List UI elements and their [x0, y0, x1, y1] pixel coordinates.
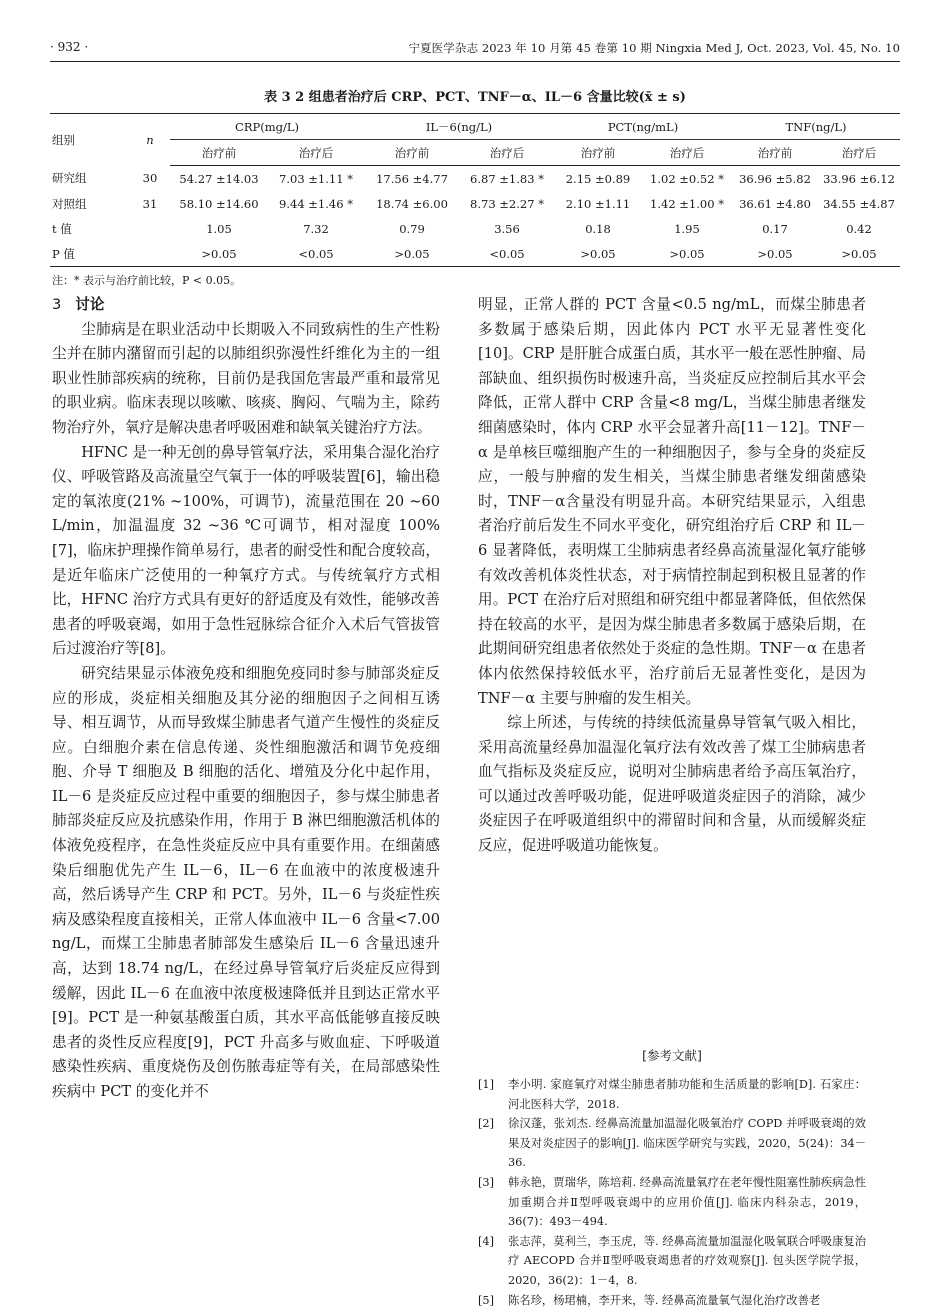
- cell: 8.73 ±2.27 *: [470, 196, 544, 211]
- table-row: [50, 191, 900, 216]
- right-column: [478, 293, 866, 859]
- n-header: n: [130, 114, 170, 166]
- reference-item: [478, 1075, 866, 1114]
- paragraph: 尘肺病是在职业活动中长期吸入不同致病性的生产性粉尘并在肺内潴留而引起的以肺组织弥漫性纤维化为主的一组职业性肺部疾病的统称，目前仍是我国危害最严重和最常见的职业病。临床表现以咳嗽、咳痰、胸闷、气喘为主，除药物治疗外，氧疗是解决患者呼吸困难和缺氧关键治疗方法。: [52, 320, 440, 436]
- cell: 34.55 ±4.87: [823, 196, 895, 211]
- cell: 7.03 ±1.11 *: [279, 171, 353, 186]
- cell: 0.79: [399, 221, 425, 236]
- section-title: 讨论: [75, 296, 105, 313]
- after-header: 治疗后: [460, 140, 554, 166]
- cell: 1.05: [206, 221, 232, 236]
- cell: 58.10 ±14.60: [179, 196, 259, 211]
- cell: 0.42: [846, 221, 872, 236]
- before-header: 治疗前: [732, 140, 818, 166]
- measure-header: CRP(mg/L): [170, 114, 364, 140]
- cell: >0.05: [642, 241, 732, 267]
- cell: 9.44 ±1.46 *: [279, 196, 353, 211]
- table-row: [50, 216, 900, 241]
- reference-index: [2]: [478, 1117, 495, 1131]
- reference-index: [4]: [478, 1234, 495, 1248]
- cell: >0.05: [170, 241, 268, 267]
- reference-text: 张志萍，莫利兰，李玉虎，等. 经鼻高流量加温湿化吸氧联合呼吸康复治疗 AECOPD 合并Ⅱ型呼吸衰竭患者的疗效观察[J]. 包头医学院学报，2020，36(2)：1－4，8.: [508, 1234, 866, 1287]
- cell: <0.05: [268, 241, 364, 267]
- section-number: 3: [52, 296, 62, 313]
- reference-text: 徐汉蓬，张刘杰. 经鼻高流量加温湿化吸氧治疗 COPD 并呼吸衰竭的效果及对炎症因子的影响[J]. 临床医学研究与实践，2020，5(24)：34－36.: [508, 1117, 866, 1170]
- before-header: 治疗前: [364, 140, 460, 166]
- table-note: 注：* 表示与治疗前比较，P < 0.05。: [52, 274, 242, 287]
- cell: 1.42 ±1.00 *: [650, 196, 724, 211]
- header-rule: [50, 61, 900, 62]
- cell: 36.96 ±5.82: [739, 171, 811, 186]
- reference-text: 陈名珍，杨珺楠，李开来，等. 经鼻高流量氧气湿化治疗改善老: [508, 1293, 821, 1307]
- paragraph: 研究结果显示体液免疫和细胞免疫同时参与肺部炎症反应的形成，炎症相关细胞及其分泌的细胞因子之间相互诱导、相互调节，从而导致煤尘肺患者气道产生慢性的炎症反应。白细胞介素在信息传递、炎性细胞激活和调节免疫细胞、介导 T 细胞及 B 细胞的活化、增殖及分化中起作用，IL－6 是炎症反应过程中重要的细胞因子，参与煤尘肺患者肺部炎症反应及抗感染作用，作用于 B 淋巴细胞激活机体的体液免疫程序，在急性炎症反应中具有重要作用。在细菌感染后细胞优先产生 IL－6，IL－6 在血液中的浓度极速升高，然后诱导产生 CRP 和 PCT。另外，IL－6 与炎症性疾病及感染程度直接相关，正常人体血液中 IL－6 含量<7.00 ng/L，而煤工尘肺患者肺部发生感染后 IL－6 含量迅速升高，达到 18.74 ng/L，在经过鼻导管氧疗后炎症反应得到缓解，因此 IL－6 在血液中浓度极速降低并且到达正常水平[9]。PCT 是一种氨基酸蛋白质，其水平高低能够直接反映患者的炎性反应程度[9]，PCT 升高多与败血症、下呼吸道感染性疾病、重度烧伤及创伤脓毒症等有关，在局部感染性疾病中 PCT 的变化并不: [52, 664, 440, 1100]
- paragraph: 综上所述，与传统的持续低流量鼻导管氧气吸入相比，采用高流量经鼻加温湿化氧疗法有效改善了煤工尘肺病患者血气指标及炎症反应，说明对尘肺病患者给予高压氧治疗，可以通过改善呼吸功能，促进呼吸道炎症因子的消除，减少炎症因子在呼吸道组织中的滞留时间和含量，从而缓解炎症反应，促进呼吸道功能恢复。: [478, 714, 866, 855]
- page-number: · 932 ·: [50, 40, 89, 54]
- cell: >0.05: [818, 241, 900, 267]
- row-label: 对照组: [52, 196, 87, 211]
- row-label: t 值: [52, 221, 72, 236]
- reference-index: [1]: [478, 1078, 495, 1091]
- after-header: 治疗后: [642, 140, 732, 166]
- reference-index: [3]: [478, 1175, 495, 1189]
- row-label: P 值: [50, 241, 130, 267]
- group-header: 组别: [50, 114, 130, 166]
- reference-item: [478, 1291, 866, 1311]
- after-header: 治疗后: [818, 140, 900, 166]
- cell: 36.61 ±4.80: [739, 196, 811, 211]
- measure-header: IL－6(ng/L): [364, 114, 554, 140]
- measure-header: PCT(ng/mL): [554, 114, 732, 140]
- cell: [130, 241, 170, 267]
- cell: >0.05: [732, 241, 818, 267]
- reference-item: [478, 1114, 866, 1173]
- measure-header: TNF(ng/L): [732, 114, 900, 140]
- cell: 31: [142, 196, 158, 211]
- cell: >0.05: [554, 241, 642, 267]
- cell: 33.96 ±6.12: [823, 171, 895, 186]
- results-table: [50, 113, 900, 267]
- after-header: 治疗后: [268, 140, 364, 166]
- cell: >0.05: [364, 241, 460, 267]
- cell: 30: [142, 171, 158, 186]
- section-heading: [52, 293, 440, 318]
- reference-index: [5]: [478, 1293, 495, 1307]
- cell: 1.02 ±0.52 *: [650, 171, 724, 186]
- table-row: [50, 166, 900, 192]
- cell: 2.10 ±1.11: [565, 196, 631, 211]
- references-title: [参考文献]: [642, 1048, 702, 1063]
- references-list: [478, 1075, 866, 1310]
- before-header: 治疗前: [554, 140, 642, 166]
- cell: 3.56: [494, 221, 520, 236]
- left-column: [52, 293, 440, 1105]
- cell: 18.74 ±6.00: [376, 196, 448, 211]
- cell: 0.17: [762, 221, 788, 236]
- cell: 0.18: [585, 221, 611, 236]
- row-label: 研究组: [52, 171, 87, 186]
- table-caption: 表 3 2 组患者治疗后 CRP、PCT、TNF－α、IL－6 含量比较(x̄ ± s): [264, 90, 686, 105]
- table-row: [50, 241, 900, 267]
- reference-item: [478, 1232, 866, 1291]
- paragraph: 明显，正常人群的 PCT 含量<0.5 ng/mL，而煤尘肺患者多数属于感染后期，因此体内 PCT 水平无显著性变化[10]。CRP 是肝脏合成蛋白质，其水平一般在恶性肿瘤、局部缺血、组织损伤时极速升高，当炎症反应控制后其水平会降低，正常人群中 CRP 含量<8 mg/L，当煤尘肺患者继发细菌感染时，体内 CRP 水平会显著升高[11－12]。TNF－α 是单核巨噬细胞产生的一种细胞因子，参与全身的炎症反应，一般与肿瘤的发生相关，当煤尘肺患者继发细菌感染时，TNF－α含量没有明显升高。本研究结果显示，入组患者治疗前后发生不同水平变化，研究组治疗后 CRP 和 IL－6 显著降低，表明煤工尘肺病患者经鼻高流量湿化氧疗能够有效改善机体炎性状态，对于病情控制起到积极且显著的作用。PCT 在治疗后对照组和研究组中都显著降低，但依然保持在较高的水平，是因为煤尘肺患者多数属于感染后期，在此期间研究组患者依然处于炎症的急性期。TNF－α 在患者体内依然保持较低水平，治疗前后无显著性变化，是因为 TNF－α 主要与肿瘤的发生相关。: [478, 296, 866, 707]
- cell: 2.15 ±0.89: [565, 171, 631, 186]
- reference-text: 韩永艳，贾瑞华，陈培莉. 经鼻高流量氧疗在老年慢性阻塞性肺疾病急性加重期合并Ⅱ型呼吸衰竭中的应用价值[J]. 临床内科杂志，2019，36(7)：493－494.: [508, 1175, 866, 1229]
- reference-item: [478, 1173, 866, 1232]
- cell: 7.32: [303, 221, 329, 236]
- cell: 17.56 ±4.77: [376, 171, 448, 186]
- cell: <0.05: [460, 241, 554, 267]
- cell: 54.27 ±14.03: [179, 171, 259, 186]
- reference-text: 李小明. 家庭氧疗对煤尘肺患者肺功能和生活质量的影响[D]. 石家庄：河北医科大学，2018.: [508, 1078, 866, 1111]
- before-header: 治疗前: [170, 140, 268, 166]
- running-head: 宁夏医学杂志 2023 年 10 月第 45 卷第 10 期 Ningxia Med J, Oct. 2023, Vol. 45, No. 10: [408, 41, 900, 55]
- cell: 6.87 ±1.83 *: [470, 171, 544, 186]
- paragraph: HFNC 是一种无创的鼻导管氧疗法，采用集合湿化治疗仪、呼吸管路及高流量空气氧于一体的呼吸装置[6]，输出稳定的氧浓度(21% ~100%，可调节)，流量范围在 20 ~60 L/min，加温温度 32 ~36 ℃可调节，相对湿度 100%[7]，临床护理操作简单易行，患者的耐受性和配合度较高，是近年临床广泛使用的一种氧疗方式。与传统氧疗方式相比，HFNC 治疗方式具有更好的舒适度及有效性，能够改善患者的呼吸衰竭，如用于急性冠脉综合征介入术后气管拔管后过渡治疗等[8]。: [52, 443, 440, 658]
- cell: [130, 216, 170, 241]
- cell: 1.95: [674, 221, 700, 236]
